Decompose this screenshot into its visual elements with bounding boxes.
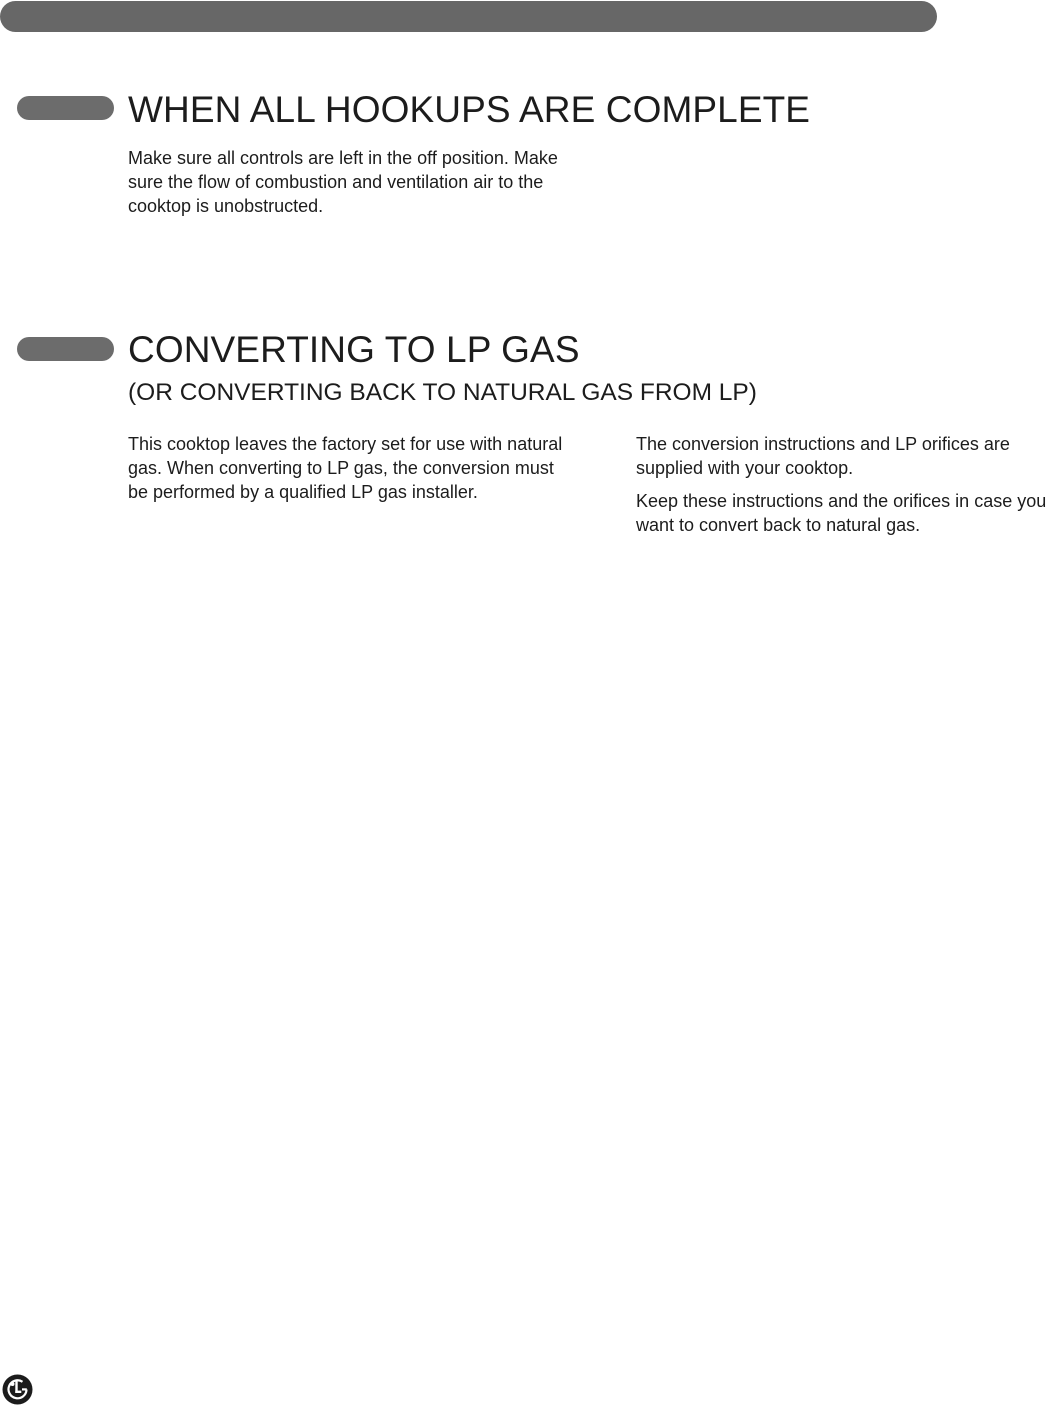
lp-gas-right-paragraph-1: The conversion instructions and LP orifices are supplied with your cooktop. — [636, 434, 1010, 478]
section-heading-lp-gas: CONVERTING TO LP GAS — [128, 329, 580, 370]
lg-logo-icon — [2, 1374, 33, 1405]
section-subheading-lp-gas: (OR CONVERTING BACK TO NATURAL GAS FROM LP) — [128, 379, 757, 406]
section-heading-hookups: WHEN ALL HOOKUPS ARE COMPLETE — [128, 89, 811, 130]
section-marker — [17, 96, 114, 120]
header-bar — [0, 1, 937, 32]
lp-gas-left-paragraph: This cooktop leaves the factory set for use with natural gas. When converting to LP gas, the conversion must be performed by a qualified LP gas installer. — [128, 434, 563, 502]
section-marker — [17, 337, 114, 361]
hookups-paragraph: Make sure all controls are left in the off position. Make sure the flow of combustion and ventilation air to the cooktop is unobstructed. — [128, 148, 558, 216]
lp-gas-right-paragraph-2: Keep these instructions and the orifices in case you want to convert back to natural gas. — [636, 491, 1047, 535]
